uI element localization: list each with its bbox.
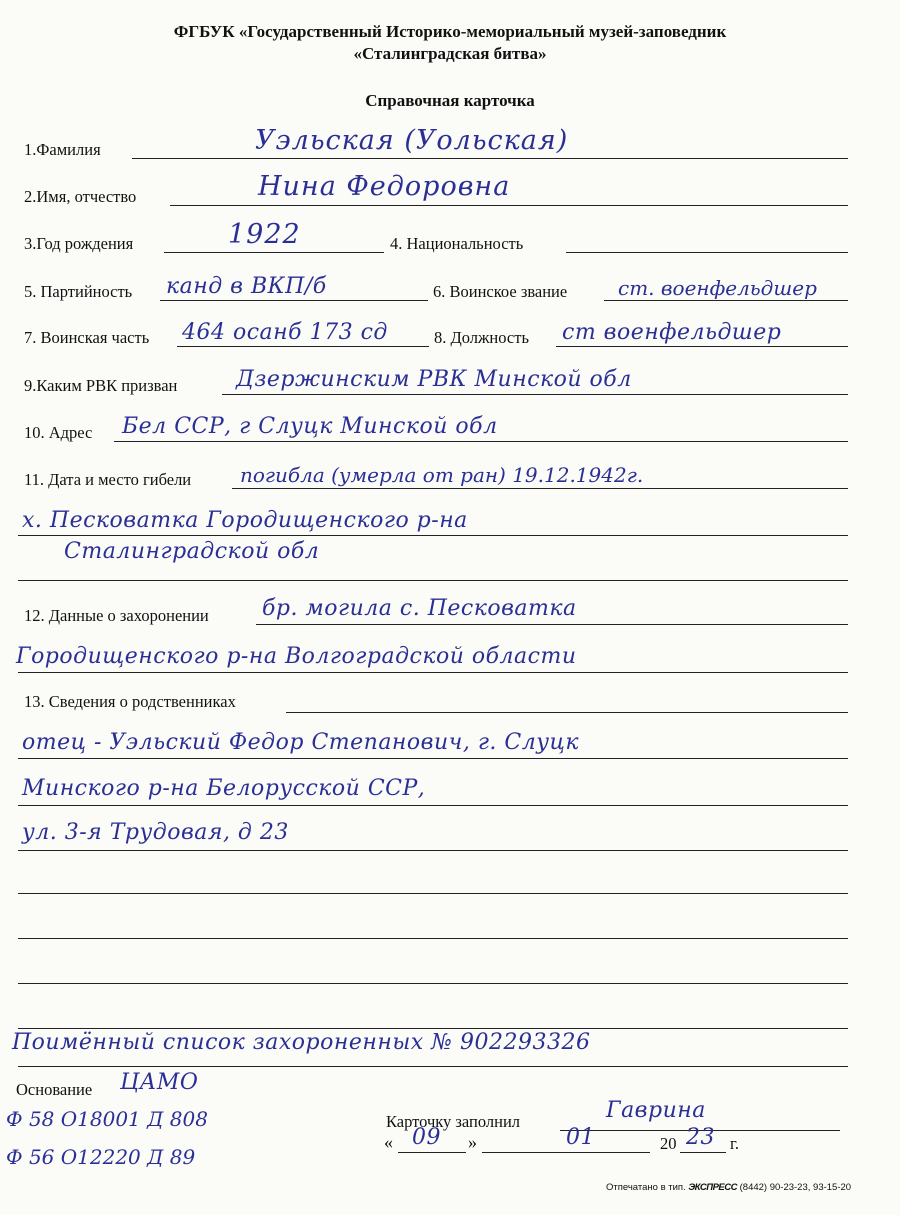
relatives-line-1 [286, 712, 848, 713]
party-label: 5. Партийность [24, 282, 133, 301]
burial-line-1 [256, 624, 848, 625]
birth-year-line [164, 252, 384, 253]
burial-list-note: Поимённый список захороненных № 902293326 [12, 1030, 591, 1055]
filled-by-label: Карточку заполнил [386, 1112, 521, 1131]
death-line-3 [18, 580, 848, 581]
relatives-value-line1: отец - Уэльский Федор Степанович, г. Слуцк [22, 730, 580, 755]
position-label: 8. Должность [434, 328, 529, 347]
name-value: Нина Федоровна [258, 171, 511, 202]
date-year-prefix: 20 [660, 1134, 677, 1153]
death-label: 11. Дата и место гибели [24, 470, 192, 489]
death-value-line2: х. Песковатка Городищенского р-на [22, 508, 468, 533]
basis-archive-line2: Ф 56 О12220 Д 89 [6, 1145, 196, 1169]
relatives-value-line2: Минского р-на Белорусской ССР, [22, 776, 426, 801]
date-day: 09 [412, 1125, 441, 1150]
nationality-label: 4. Национальность [390, 234, 524, 253]
address-label: 10. Адрес [24, 423, 93, 442]
nationality-line [566, 252, 848, 253]
date-quote-close: » [468, 1132, 477, 1152]
rank-value: ст. военфельдшер [618, 276, 817, 300]
header-museum-line2: «Сталинградская битва» [353, 44, 547, 63]
rvk-label: 9.Каким РВК призван [24, 376, 178, 395]
name-label: 2.Имя, отчество [24, 187, 137, 206]
death-value-line3: Сталинградской обл [64, 539, 320, 564]
death-value-line1: погибла (умерла от ран) 19.12.1942г. [240, 463, 644, 487]
date-year-suffix: 23 [686, 1125, 715, 1150]
date-quote-open: « [384, 1132, 393, 1152]
relatives-label: 13. Сведения о родственниках [24, 692, 236, 711]
party-value: канд в ВКП/б [166, 274, 327, 299]
position-value: ст военфельдшер [562, 320, 782, 345]
surname-line [132, 158, 848, 159]
printer-imprint [606, 1182, 851, 1193]
surname-label: 1.Фамилия [24, 140, 101, 159]
burial-label: 12. Данные о захоронении [24, 606, 209, 625]
filled-by-signature: Гаврина [606, 1098, 706, 1123]
burial-value-line2: Городищенского р-на Волгоградской области [16, 644, 577, 669]
card-title: Справочная карточка [365, 91, 535, 110]
relatives-line-2 [18, 758, 848, 759]
date-month: 01 [566, 1125, 595, 1150]
surname-value: Уэльская (Уольская) [255, 125, 569, 156]
blank-line [18, 938, 848, 939]
blank-line [18, 983, 848, 984]
burial-value-line1: бр. могила с. Песковатка [262, 596, 577, 621]
basis-archive-line1: Ф 58 О18001 Д 808 [6, 1107, 208, 1131]
basis-value: ЦАМО [120, 1070, 199, 1095]
burial-line-2 [18, 672, 848, 673]
unit-value: 464 осанб 173 сд [182, 320, 388, 345]
rank-label: 6. Воинское звание [433, 282, 568, 301]
printer-phones: (8442) 90-23-23, 93-15-20 [739, 1182, 852, 1193]
name-line [170, 205, 848, 206]
birth-year-label: 3.Год рождения [24, 234, 134, 253]
address-value: Бел ССР, г Слуцк Минской обл [122, 414, 498, 439]
birth-year-value: 1922 [228, 219, 301, 250]
blank-line [18, 1066, 848, 1067]
printer-name: ЭКСПРЕСС [688, 1182, 737, 1193]
printed-label: Отпечатано в тип. [606, 1182, 686, 1193]
relatives-line-4 [18, 850, 848, 851]
relatives-value-line3: ул. 3-я Трудовая, д 23 [22, 820, 289, 845]
basis-label: Основание [16, 1080, 93, 1099]
blank-line [18, 893, 848, 894]
rvk-value: Дзержинским РВК Минской обл [236, 367, 632, 392]
header-museum-line1: ФГБУК «Государственный Историко-мемориальный музей-заповедник [173, 22, 727, 41]
relatives-line-3 [18, 805, 848, 806]
unit-label: 7. Воинская часть [24, 328, 150, 347]
date-year-unit: г. [730, 1134, 740, 1153]
